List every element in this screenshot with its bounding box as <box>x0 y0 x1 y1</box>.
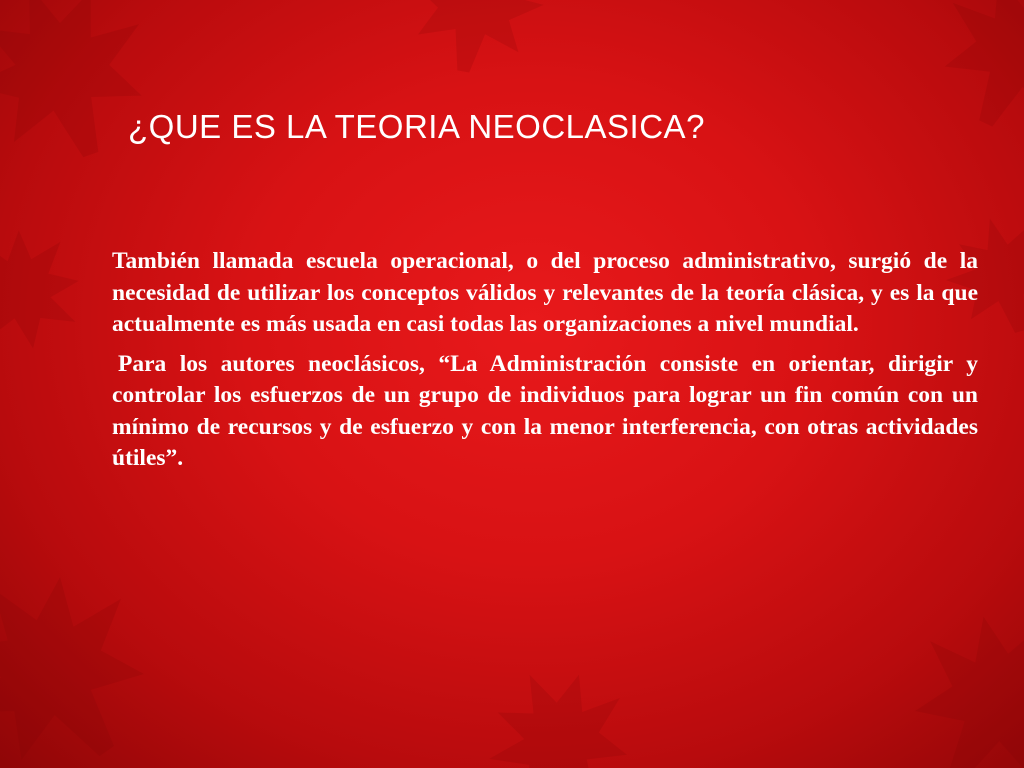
maple-leaf-icon <box>0 0 188 198</box>
maple-leaf-icon <box>0 517 203 768</box>
maple-leaf-icon <box>388 0 562 92</box>
paragraph-definition: También llamada escuela operacional, o del proceso administrativo, surgió de la necesidad de utilizar los conceptos válidos y relevantes de la teoría clásica, y es la que actualmente es más usada en casi todas las organizaciones a nivel mundial. <box>112 248 978 337</box>
slide-title: ¿QUE ES LA TEORIA NEOCLASICA? <box>128 108 705 145</box>
maple-leaf-icon <box>863 563 1024 768</box>
slide-body <box>112 246 978 475</box>
maple-leaf-icon <box>454 634 667 768</box>
maple-leaf-icon <box>900 0 1024 170</box>
maple-leaf-icon <box>0 191 119 388</box>
paragraph-quote: Para los autores neoclásicos, “La Administración consiste en orientar, dirigir y controlar los esfuerzos de un grupo de individuos para lograr un fin común con un mínimo de recursos y de esfuerzo y con la menor interferencia, con otras actividades útiles”. <box>112 350 978 471</box>
